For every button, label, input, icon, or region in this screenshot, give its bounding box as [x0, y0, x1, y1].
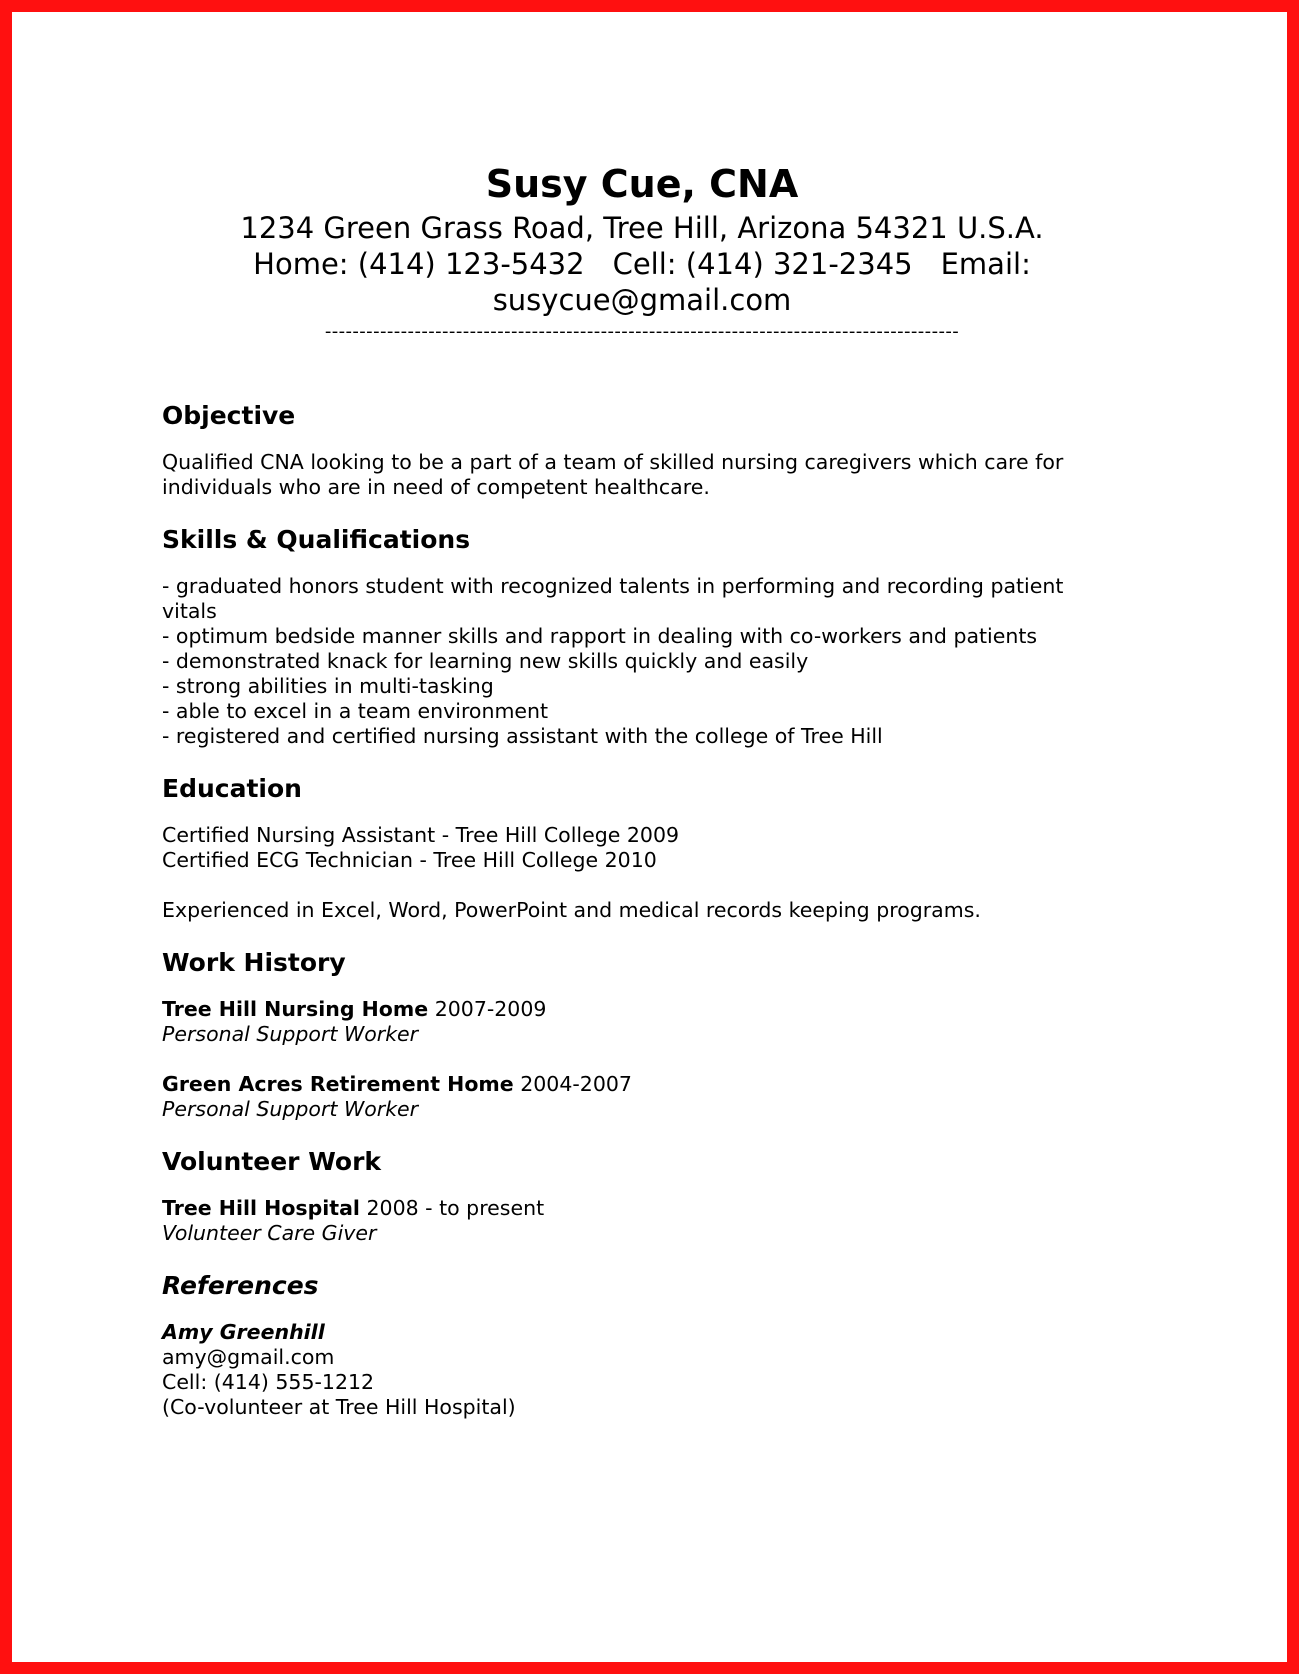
- job-employer: Tree Hill Nursing Home: [162, 997, 429, 1021]
- job-years: 2004-2007: [513, 1072, 632, 1096]
- resume-header: [152, 158, 1132, 342]
- job-entry: [162, 997, 1142, 1022]
- skill-item: - graduated honors student with recognized talents in performing and recording patient: [162, 574, 1064, 598]
- volunteer-years: 2008 - to present: [359, 1196, 545, 1220]
- volunteer-org: Tree Hill Hospital: [162, 1196, 360, 1220]
- skill-item: - registered and certified nursing assistant with the college of Tree Hill: [162, 724, 883, 748]
- candidate-address: 1234 Green Grass Road, Tree Hill, Arizona 54321 U.S.A.: [240, 211, 1044, 245]
- reference-email: amy@gmail.com: [162, 1345, 335, 1369]
- job-role: Personal Support Worker: [162, 1097, 419, 1121]
- volunteer-entry: [162, 1196, 1142, 1221]
- volunteer-role: Volunteer Care Giver: [162, 1221, 377, 1245]
- resume-document: [162, 158, 1142, 1420]
- education-note: Experienced in Excel, Word, PowerPoint and medical records keeping programs.: [162, 898, 981, 922]
- education-item: Certified ECG Technician - Tree Hill College 2010: [162, 848, 657, 872]
- candidate-name: Susy Cue, CNA: [485, 162, 799, 206]
- job-employer: Green Acres Retirement Home: [162, 1072, 514, 1096]
- reference-name: Amy Greenhill: [162, 1320, 325, 1344]
- cell-phone: Cell: (414) 321-2345: [612, 247, 913, 281]
- contact-line: [152, 246, 1132, 282]
- education-title: Education: [162, 774, 302, 803]
- reference-relation: (Co-volunteer at Tree Hill Hospital): [162, 1395, 516, 1419]
- objective-title: Objective: [162, 401, 296, 430]
- job-role: Personal Support Worker: [162, 1022, 419, 1046]
- objective-line-2: individuals who are in need of competent healthcare.: [162, 475, 710, 499]
- skills-title: Skills & Qualifications: [162, 525, 471, 554]
- skill-item: - optimum bedside manner skills and rapport in dealing with co-workers and patients: [162, 624, 1038, 648]
- candidate-email: susycue@gmail.com: [492, 283, 792, 317]
- volunteer-title: Volunteer Work: [162, 1147, 382, 1176]
- skill-item: vitals: [162, 599, 217, 623]
- references-title: References: [162, 1271, 319, 1300]
- reference-cell: Cell: (414) 555-1212: [162, 1370, 375, 1394]
- home-phone: Home: (414) 123-5432: [253, 247, 585, 281]
- skill-item: - strong abilities in multi-tasking: [162, 674, 494, 698]
- divider-rule: --------------------------------------------------------------------------------------------: [324, 322, 960, 342]
- objective-line-1: Qualified CNA looking to be a part of a team of skilled nursing caregivers which care for: [162, 450, 1064, 474]
- skill-item: - demonstrated knack for learning new skills quickly and easily: [162, 649, 809, 673]
- skill-item: - able to excel in a team environment: [162, 699, 549, 723]
- education-item: Certified Nursing Assistant - Tree Hill College 2009: [162, 823, 680, 847]
- work-history-title: Work History: [162, 948, 346, 977]
- job-years: 2007-2009: [428, 997, 547, 1021]
- job-entry: [162, 1072, 1142, 1097]
- email-label: Email:: [940, 247, 1031, 281]
